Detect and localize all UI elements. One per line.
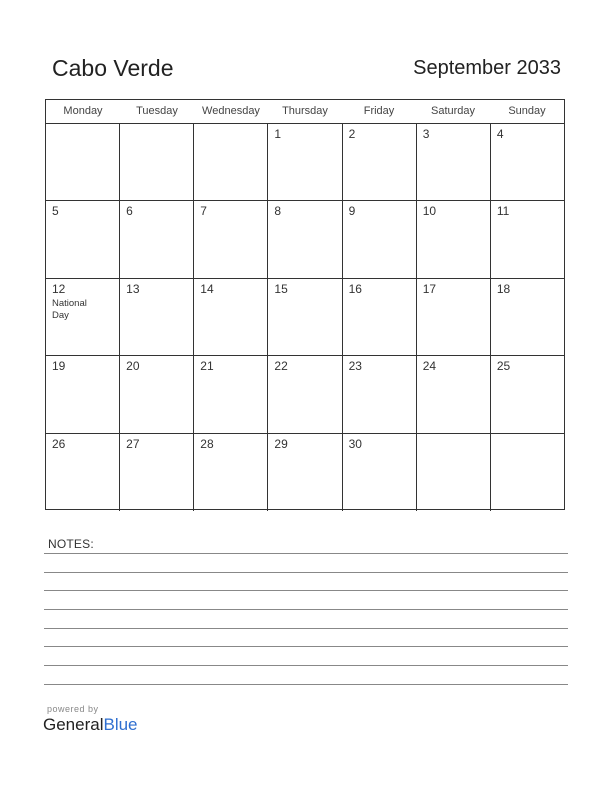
country-title: Cabo Verde — [52, 55, 174, 81]
day-number: 28 — [200, 436, 214, 451]
day-number: 22 — [274, 359, 288, 374]
day-cell — [46, 279, 120, 355]
day-cell — [120, 356, 194, 432]
weekday-sunday: Sunday — [508, 105, 546, 117]
weekday-friday: Friday — [363, 105, 395, 117]
day-number: 12 — [52, 281, 66, 296]
brand-name-part2: Blue — [103, 715, 138, 734]
day-number: 16 — [348, 281, 362, 296]
day-number: 6 — [126, 204, 133, 219]
day-cell — [491, 356, 564, 432]
day-number: 9 — [348, 204, 356, 219]
day-number: 11 — [496, 204, 510, 219]
day-cell — [417, 124, 491, 200]
brand-name — [43, 715, 138, 735]
powered-by-text: powered by — [47, 704, 99, 714]
day-number: 15 — [274, 281, 288, 296]
day-number: 20 — [126, 359, 140, 374]
day-cell — [268, 279, 342, 355]
day-cell — [194, 279, 268, 355]
holiday-label: National Day — [52, 297, 87, 321]
day-number: 27 — [126, 436, 140, 451]
notes-label: NOTES: — [48, 537, 94, 551]
note-line — [44, 590, 568, 591]
day-cell — [194, 201, 268, 277]
day-cell — [46, 124, 120, 200]
day-cell — [120, 279, 194, 355]
day-number: 1 — [274, 127, 282, 141]
day-cell — [194, 124, 268, 200]
day-cell — [343, 279, 417, 355]
weekday-monday: Monday — [63, 105, 103, 117]
day-cell — [491, 279, 564, 355]
day-number: 23 — [348, 359, 362, 374]
day-cell — [343, 434, 417, 511]
weekday-thursday: Thursday — [282, 105, 328, 117]
week-row — [46, 279, 564, 356]
note-line — [44, 572, 568, 573]
note-line — [44, 609, 568, 610]
note-line — [44, 646, 568, 647]
note-line — [44, 684, 568, 685]
weekday-wednesday: Wednesday — [202, 105, 260, 117]
day-number: 30 — [348, 436, 362, 451]
day-cell — [343, 201, 417, 277]
weekday-header-row — [46, 100, 564, 124]
brand-name-part1: General — [43, 715, 104, 734]
day-cell — [46, 434, 120, 511]
weekday-tuesday: Tuesday — [136, 105, 178, 117]
day-cell — [194, 434, 268, 511]
day-cell — [268, 356, 342, 432]
day-cell — [417, 201, 491, 277]
week-row — [46, 124, 564, 201]
day-number: 19 — [52, 359, 66, 374]
day-number: 5 — [52, 204, 59, 219]
day-number: 10 — [422, 204, 437, 219]
day-cell — [194, 356, 268, 432]
day-cell — [417, 434, 491, 511]
note-line — [44, 628, 568, 629]
day-cell — [417, 356, 491, 432]
week-row — [46, 356, 564, 433]
day-cell — [120, 434, 194, 511]
day-cell — [343, 124, 417, 200]
day-number: 18 — [496, 281, 511, 296]
day-number: 7 — [200, 204, 207, 219]
week-row — [46, 201, 564, 278]
day-cell — [46, 201, 120, 277]
day-number: 4 — [496, 127, 504, 141]
day-cell — [268, 124, 342, 200]
generalblue-logo — [43, 704, 138, 735]
day-number: 2 — [348, 127, 356, 141]
day-cell — [491, 124, 564, 200]
day-number: 25 — [496, 359, 511, 374]
week-row — [46, 434, 564, 511]
day-cell — [46, 356, 120, 432]
day-number: 13 — [126, 281, 140, 296]
day-cell — [491, 434, 564, 511]
day-number: 21 — [200, 359, 214, 374]
day-cell — [491, 201, 564, 277]
day-cell — [120, 201, 194, 277]
day-cell — [268, 201, 342, 277]
day-cell — [120, 124, 194, 200]
day-cell — [343, 356, 417, 432]
day-cell — [417, 279, 491, 355]
month-year-title: September 2033 — [413, 57, 561, 79]
day-number: 14 — [200, 281, 214, 296]
day-number: 29 — [274, 436, 288, 451]
day-number: 8 — [274, 204, 282, 219]
day-number: 3 — [422, 127, 430, 141]
day-number: 17 — [422, 281, 437, 296]
calendar-grid — [45, 99, 565, 510]
note-line — [44, 553, 568, 554]
day-number: 24 — [422, 359, 437, 374]
note-line — [44, 665, 568, 666]
weekday-saturday: Saturday — [430, 105, 476, 117]
day-number: 26 — [52, 436, 66, 451]
day-cell — [268, 434, 342, 511]
